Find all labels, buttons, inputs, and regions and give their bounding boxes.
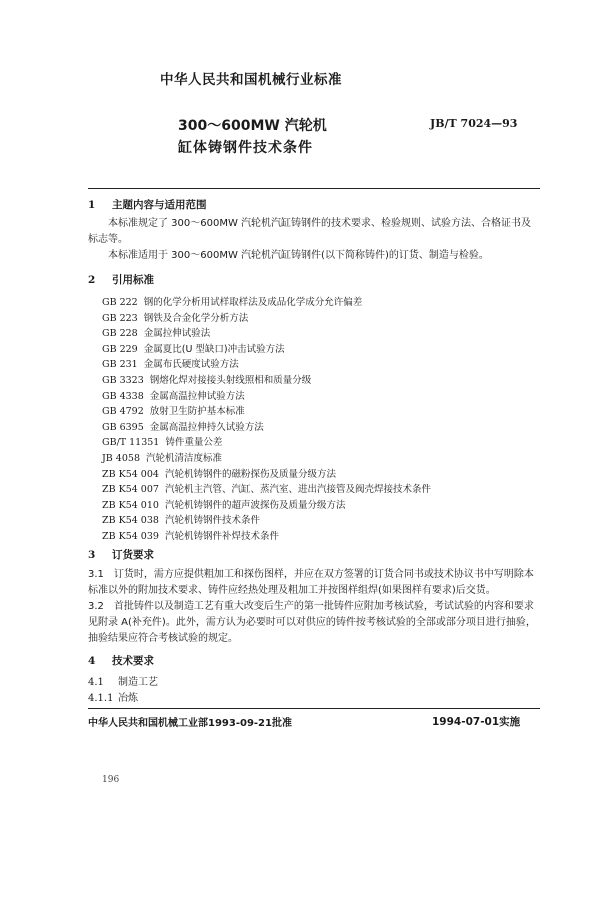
reference-title: 金属高温拉伸持久试验方法 [149,421,264,433]
footer-divider [88,708,540,709]
reference-item [102,294,362,308]
reference-item [102,310,248,324]
reference-item [102,356,239,370]
reference-item [102,481,431,495]
clause-4-1-1-text: 冶炼 [118,693,138,704]
reference-code: ZB K54 039 [102,531,159,542]
reference-code: GB 229 [102,343,138,355]
reference-item [102,466,336,480]
reference-code: GB/T 11351 [102,437,160,449]
clause-3-2: 3.2 首批铸件以及制造工艺有重大改变后生产的第一批铸件应附加考核试验，考试试验的内容和要求见附录 A(补充件)。此外，需方认为必要时可以对供应的铸件按考核试验的全部或部分项目进行抽验，抽验结果应符合考核试验的规定。 [88,601,536,644]
reference-title: 汽轮机清洁度标准 [146,453,223,464]
reference-code: GB 228 [102,328,138,340]
clause-4-1-number: 4.1 [88,677,104,688]
reference-code: GB 3323 [102,375,144,386]
standard-title-line1: 300～600MW 汽轮机 [178,118,327,134]
reference-code: ZB K54 010 [102,499,159,511]
reference-item [102,388,245,402]
section-3-heading [88,547,154,562]
reference-item [102,512,260,526]
clause-4-1 [88,673,158,688]
reference-title: 金属高温拉伸试验方法 [149,390,245,402]
reference-code: GB 4792 [102,406,144,418]
reference-item [102,403,245,417]
reference-title: 铸件重量公差 [165,437,223,449]
section-4-heading [88,653,154,668]
reference-title: 汽轮机主汽管、汽缸、蒸汽室、进出汽接管及阀壳焊接技术条件 [164,484,431,496]
clause-4-1-1 [88,689,138,704]
reference-item [102,341,285,355]
page-number: 196 [102,775,120,785]
section-2-number: 2 [88,274,96,286]
reference-code: GB 6395 [102,421,144,433]
reference-code: ZB K54 004 [102,468,159,480]
reference-title: 汽轮机铸钢件补焊技术条件 [164,531,279,542]
section-4-number: 4 [88,655,96,667]
section-2-title: 引用标准 [112,274,154,286]
standard-org-header: 中华人民共和国机械行业标准 [160,72,342,88]
reference-code: JB 4058 [102,453,140,464]
clause-3-1: 3.1 订货时，需方应提供粗加工和探伤图样，并应在双方签署的订货合同书或技术协议书中写明除本标准以外的附加技术要求、铸件应经热处理及粗加工并按图样组焊(如果图样有要求)后交货。 [88,569,534,596]
section-4-title: 技术要求 [112,655,154,667]
clause-4-1-text: 制造工艺 [118,677,158,688]
section-1-number: 1 [88,199,96,211]
reference-item [102,497,345,511]
reference-title: 汽轮机铸钢件的超声波探伤及质量分级方法 [164,499,346,511]
section-3-title: 订货要求 [112,549,154,561]
reference-title: 放射卫生防护基本标准 [149,406,245,418]
reference-item [102,434,222,448]
reference-title: 汽轮机铸钢件的磁粉探伤及质量分级方法 [164,468,336,480]
top-divider [88,188,540,189]
section-2-heading [88,272,154,287]
reference-title: 金属布氏硬度试验方法 [143,359,239,371]
clause-4-1-1-number: 4.1.1 [88,693,114,704]
section-1-paragraph-1: 本标准规定了 300～600MW 汽轮机汽缸铸钢件的技术要求、检验规则、试验方法、合格证书及标志等。 [88,218,532,245]
reference-title: 钢铁及合金化学分析方法 [143,312,249,324]
reference-item [102,450,222,464]
reference-code: GB 4338 [102,390,144,402]
section-1-paragraph-2: 本标准适用于 300～600MW 汽轮机汽缸铸钢件(以下简称铸件)的订货、制造与检验。 [108,250,489,261]
standard-title-line2: 缸体铸钢件技术条件 [178,140,313,156]
reference-code: GB 222 [102,297,138,308]
reference-item [102,528,279,542]
reference-title: 汽轮机铸钢件技术条件 [164,515,260,527]
reference-code: ZB K54 007 [102,484,159,496]
section-3-number: 3 [88,549,96,561]
reference-code: ZB K54 038 [102,515,159,527]
effective-date-text: 1994-07-01实施 [432,716,521,728]
reference-title: 钢的化学分析用试样取样法及成品化学成分允许偏差 [143,297,363,308]
reference-title: 金属拉伸试验法 [143,328,211,340]
reference-code: GB 223 [102,312,138,324]
approval-text: 中华人民共和国机械工业部1993-09-21批准 [88,718,292,729]
standard-number: JB/T 7024—93 [430,117,518,130]
reference-item [102,372,311,386]
section-1-title: 主题内容与适用范围 [112,199,207,211]
reference-title: 钢熔化焊对接接头射线照相和质量分级 [149,375,312,386]
section-1-heading [88,197,207,212]
reference-code: GB 231 [102,359,138,371]
reference-item [102,325,210,339]
reference-item [102,419,264,433]
reference-title: 金属夏比(U 型缺口)冲击试验方法 [143,343,285,355]
